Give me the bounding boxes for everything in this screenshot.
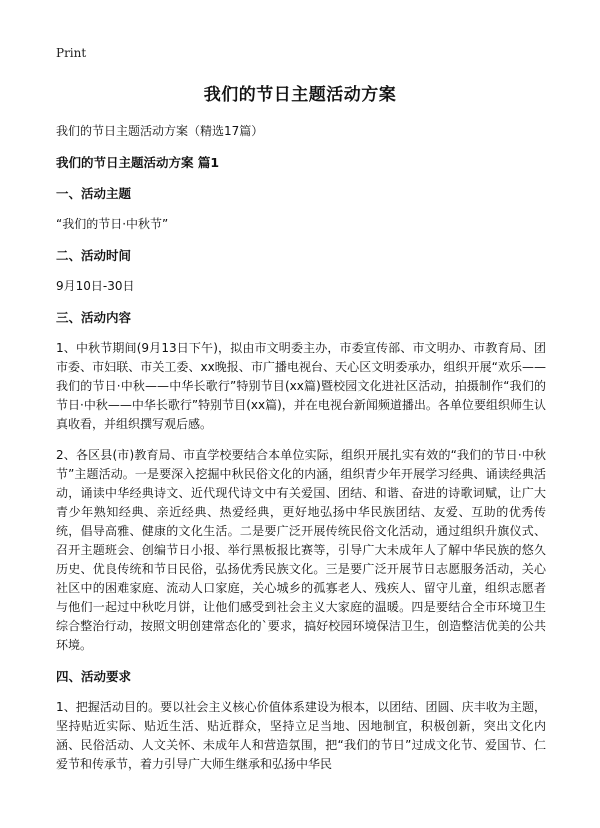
content-paragraph-2: 2、各区县(市)教育局、市直学校要结合本单位实际，组织开展扎实有效的“我们的节日·中秋节”主题活动。一是要深入挖掘中秋民俗文化的内涵，组织青少年开展学习经典、诵读经典活动，诵读中华经典诗文、近代现代诗文中有关爱国、团结、和谐、奋进的诗歌词赋，让广大青少年熟知经典、亲近经典、热爱经典，更好地弘扬中华民族团结、友爱、互助的优秀传统，倡导高雅、健康的文化生活。二是要广泛开展传统民俗文化活动，通过组织升旗仪式、召开主题班会、创编节日小报、举行黑板报比赛等，引导广大未成年人了解中华民族的悠久历史、优良传统和节日民俗，弘扬优秀民族文化。三是要广泛开展节日志愿服务活动，关心社区中的困难家庭、流动人口家庭，关心城乡的孤寡老人、残疾人、留守儿童，组织志愿者与他们一起过中秋吃月饼，让他们感受到社会主义大家庭的温暖。四是要结合全市环境卫生综合整治行动，按照文明创建常态化的`要求，搞好校园环境保洁卫生，创造整洁优美的公共环境。 [56, 448, 546, 652]
document-subtitle: 我们的节日主题活动方案（精选17篇） [56, 124, 264, 138]
heading-activity-theme: 一、活动主题 [56, 186, 132, 201]
heading-activity-time: 二、活动时间 [56, 248, 132, 263]
heading-activity-content: 三、活动内容 [56, 310, 132, 325]
activity-time-text: 9月10日-30日 [56, 279, 135, 293]
document-body [56, 122, 546, 786]
content-paragraph-1: 1、中秋节期间(9月13日下午)，拟由市文明委主办，市委宣传部、市文明办、市教育局、团市委、市妇联、市关工委、xx晚报、市广播电视台、天心区文明委承办，组织开展“欢乐——我们的节日·中秋——中华长歌行”特别节目(xx篇)暨校园文化进社区活动，拍摄制作“我们的节日·中秋——中华长歌行”特别节目(xx篇)，并在电视台新闻频道播出。各单位要组织师生认真收看，并组织撰写观后感。 [56, 341, 546, 431]
page-title: 我们的节日主题活动方案 [203, 85, 397, 105]
activity-theme-text: “我们的节日·中秋节” [56, 217, 169, 231]
print-link[interactable]: Print [56, 46, 87, 60]
requirements-paragraph-1: 1、把握活动目的。要以社会主义核心价值体系建设为根本，以团结、团圆、庆丰收为主题，坚持贴近实际、贴近生活、贴近群众，坚持立足当地、因地制宜，积极创新，突出文化内涵、民俗活动、人文关怀、未成年人和营造氛围，把“我们的节日”过成文化节、爱国节、仁爱节和传承节，着力引导广大师生继承和弘扬中华民 [56, 700, 546, 771]
section-title: 我们的节日主题活动方案 篇1 [56, 155, 220, 170]
heading-activity-requirements: 四、活动要求 [56, 669, 132, 684]
